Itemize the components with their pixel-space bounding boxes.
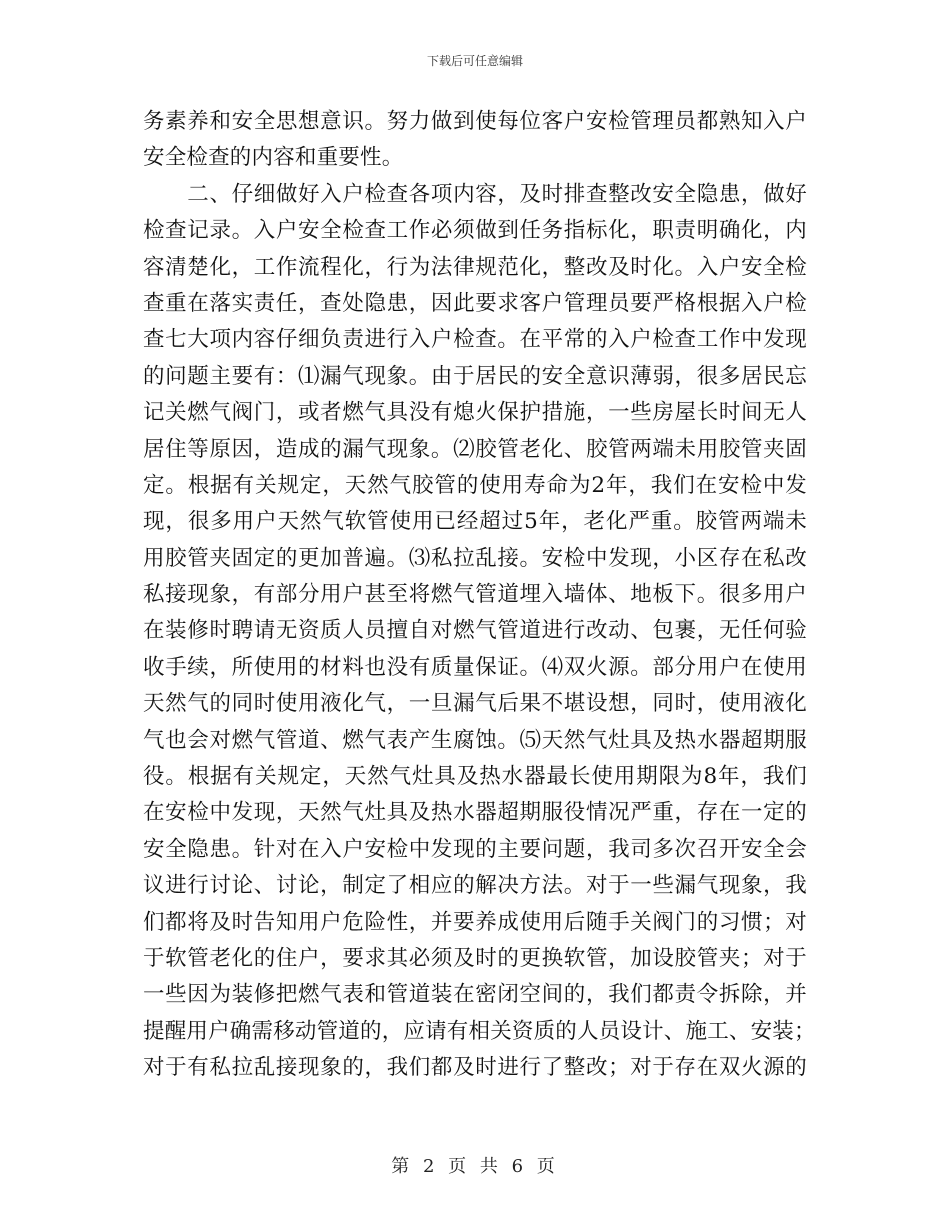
body-line: 用胶管夹固定的更加普遍。⑶私拉乱接。安检中发现，小区存在私改 [143,545,807,571]
body-line: 居住等原因，造成的漏气现象。⑵胶管老化、胶管两端未用胶管夹固 [143,436,807,462]
body-line: 安全隐患。针对在入户安检中发现的主要问题，我司多次召开安全会 [143,836,807,862]
body-line: 的问题主要有：⑴漏气现象。由于居民的安全意识薄弱，很多居民忘 [143,363,807,389]
body-line: 容清楚化，工作流程化，行为法律规范化，整改及时化。入户安全检 [143,254,807,280]
body-line: 天然气的同时使用液化气，一旦漏气后果不堪设想，同时，使用液化 [143,691,807,717]
page-header: 下载后可任意编辑 [426,54,523,68]
body-line: 记关燃气阀门，或者燃气具没有熄火保护措施，一些房屋长时间无人 [143,400,807,426]
page-number: 第 2 页 共 6 页 [391,1156,559,1177]
body-line: 安全检查的内容和重要性。 [143,145,404,171]
body-line: 一些因为装修把燃气表和管道装在密闭空间的，我们都责令拆除，并 [143,982,807,1008]
body-line: 对于有私拉乱接现象的，我们都及时进行了整改；对于存在双火源的 [143,1055,807,1081]
body-line: 私接现象，有部分用户甚至将燃气管道埋入墙体、地板下。很多用户 [143,582,807,608]
body-line: 于软管老化的住户，要求其必须及时的更换软管，加设胶管夹；对于 [143,945,807,971]
body-line: 气也会对燃气管道、燃气表产生腐蚀。⑸天然气灶具及热水器超期服 [143,727,807,753]
body-line: 议进行讨论、讨论，制定了相应的解决方法。对于一些漏气现象，我 [143,873,807,899]
body-line: 在装修时聘请无资质人员擅自对燃气管道进行改动、包裹，无任何验 [143,618,807,644]
body-line: 务素养和安全思想意识。努力做到使每位客户安检管理员都熟知入户 [143,109,807,134]
body-line: 提醒用户确需移动管道的，应请有相关资质的人员设计、施工、安装； [143,1018,816,1044]
body-line: 在安检中发现，天然气灶具及热水器超期服役情况严重，存在一定的 [143,800,807,826]
body-line: 检查记录。入户安全检查工作必须做到任务指标化，职责明确化，内 [143,218,807,244]
body-line: 收手续，所使用的材料也没有质量保证。⑷双火源。部分用户在使用 [143,654,807,680]
body-line: 定。根据有关规定，天然气胶管的使用寿命为2年，我们在安检中发 [143,472,807,498]
body-line: 现，很多用户天然气软管使用已经超过5年，老化严重。胶管两端未 [143,509,807,535]
document-body [143,104,816,1087]
body-line: 二、仔细做好入户检查各项内容，及时排查整改安全隐患，做好 [143,181,807,207]
body-line: 役。根据有关规定，天然气灶具及热水器最长使用期限为8年，我们 [143,764,807,790]
body-line: 查七大项内容仔细负责进行入户检查。在平常的入户检查工作中发现 [143,327,807,353]
body-line: 们都将及时告知用户危险性，并要养成使用后随手关阀门的习惯；对 [143,909,807,935]
body-line: 查重在落实责任，查处隐患，因此要求客户管理员要严格根据入户检 [143,290,807,316]
